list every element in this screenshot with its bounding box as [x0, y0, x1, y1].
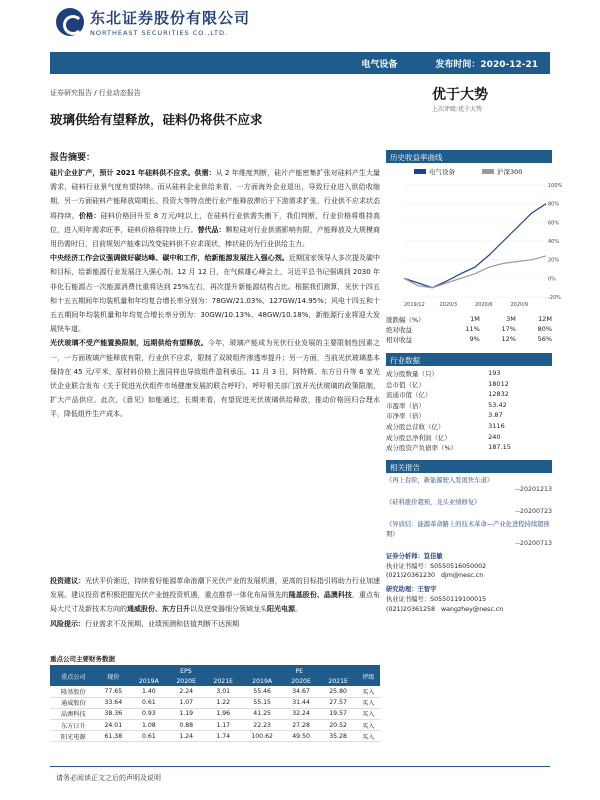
table-cell: 买入 — [357, 708, 380, 719]
table-cell: 34.67 — [283, 686, 320, 697]
table-cell: 61.38 — [97, 731, 130, 742]
th-price: 现价 — [97, 666, 130, 686]
basic-data-row — [386, 390, 552, 401]
basic-data-cell: 240 — [488, 432, 501, 441]
basic-data-cell: 3.87 — [488, 411, 503, 420]
return-chart — [386, 163, 563, 311]
para1-lead2: 供需： — [194, 169, 216, 177]
table-cell: 20.52 — [320, 720, 357, 731]
analyst-2 — [386, 585, 552, 614]
para1-text2: 硅料价格回升至 8 万元/吨以上，在硅料行业供需失衡下，我们判断，行业价格将维持高位，进入明年需求旺季，硅料价格将持续上行。 — [50, 211, 381, 234]
basic-data-cell: 市净率（倍） — [386, 412, 425, 421]
table-row — [50, 731, 380, 742]
legend-label: 沪深300 — [497, 168, 523, 176]
basic-data-list — [386, 369, 552, 454]
table-cell: 1.24 — [168, 731, 205, 742]
related-reports — [386, 476, 552, 547]
basic-data-cell: 193 — [488, 369, 501, 377]
paragraph-3 — [50, 336, 380, 421]
risk-lead: 风险提示： — [50, 619, 85, 628]
table-cell: 22.23 — [242, 720, 283, 731]
analyst2-email[interactable]: wangzhey@nesc.cn — [441, 605, 504, 613]
th-pe: PE — [242, 666, 357, 676]
para1-text3: 颗粒硅对行业供需影响有限，产能释放及大规模商用仍需时日，目前规划产能难以改变硅料供不应求现状，棒状硅仍为行业供给主力。 — [50, 225, 381, 249]
table-row — [50, 708, 380, 719]
y-tick-label: 60% — [548, 220, 560, 227]
investment-advice — [50, 574, 380, 617]
chart-section-title: 历史收益率曲线 — [386, 150, 552, 163]
table-cell: 55.46 — [242, 686, 283, 697]
y-tick-label: 80% — [548, 201, 560, 208]
table-cell: 买入 — [357, 731, 380, 742]
perf-header-row — [386, 315, 552, 325]
related-report-date: --20201213 — [515, 485, 552, 493]
table-cell: 0.88 — [168, 720, 205, 731]
table-cell: 买入 — [357, 686, 380, 697]
summary-heading: 报告摘要： — [50, 153, 96, 163]
x-tick-label: 2020/3 — [439, 302, 458, 308]
para3-lead: 光伏玻璃不受产能置换限制，远期供给有望释放。 — [50, 339, 208, 348]
table-cell: 0.93 — [130, 708, 168, 719]
th-eps: EPS — [130, 666, 242, 676]
basic-data-cell: 3116 — [488, 421, 505, 430]
y-tick-label: 100% — [548, 183, 563, 189]
investment-b3: 阳光电源 — [267, 605, 295, 614]
table-row — [50, 697, 380, 708]
y-tick-label: 0% — [548, 276, 556, 283]
table-cell: 41.25 — [242, 708, 283, 719]
basic-data-row — [386, 369, 552, 380]
table-cell: 1.07 — [168, 697, 205, 708]
para1-lead3: 价格： — [78, 211, 101, 220]
related-reports-title: 相关报告 — [386, 460, 552, 473]
investment-lead: 投资建议： — [50, 577, 86, 585]
analyst1-role: 证券分析师：笪佳敏 — [386, 552, 443, 560]
perf-row-absolute — [386, 325, 552, 335]
th-pe-2021: 2021E — [320, 676, 357, 686]
perf-cell: 17% — [501, 325, 516, 333]
basic-data-row — [386, 433, 552, 444]
analyst1-email[interactable]: djm@nesc.cn — [441, 572, 484, 580]
investment-t3: 以及逆变器细分领域龙头 — [190, 605, 267, 614]
investment-text: 光伏平价渐近，持续看好能源革命浪潮下光伏产业的发展机遇，更高的目标指引将助力行业加速发展。建议投资者积极把握光伏产业链投资机遇，重点推荐一体化布局领先的 — [50, 577, 380, 600]
footer-divider — [50, 766, 550, 767]
perf-cell: 绝对收益 — [386, 326, 412, 334]
table-cell: 2.24 — [168, 686, 205, 697]
investment-t2: ，重点布局大尺寸及新技术方向的 — [50, 591, 381, 614]
return-chart-svg — [386, 163, 563, 311]
para1-lead: 硅片企业扩产，预计 2021 年硅料供不应求。 — [50, 169, 195, 177]
table-cell: 1.17 — [205, 720, 242, 731]
table-row — [50, 720, 380, 731]
investment-b2: 通威股份、东方日升 — [127, 605, 190, 614]
legend-label: 电气设备 — [429, 168, 455, 176]
basic-data-cell: 总市值（亿） — [386, 380, 425, 389]
legend-swatch — [482, 169, 494, 174]
table-cell: 24.01 — [97, 720, 130, 731]
y-tick-label: 40% — [548, 239, 560, 245]
table-cell: 通威股份 — [50, 697, 97, 708]
footer-disclaimer: 请务必阅读正文之后的声明及说明 — [56, 774, 161, 782]
table-cell: 19.57 — [320, 708, 357, 719]
table-cell: 32.24 — [283, 708, 320, 719]
table-cell: 1.19 — [168, 708, 205, 719]
th-company: 重点公司 — [50, 666, 97, 686]
perf-h2: 3M — [506, 315, 516, 323]
analyst2-role: 研究助理：王智宇 — [386, 586, 437, 594]
table-cell: 1.40 — [130, 686, 168, 697]
table-cell: 0.61 — [130, 731, 168, 742]
basic-data-cell: 成分股数量（只） — [386, 370, 438, 378]
investment-t4: 。 — [295, 605, 302, 614]
th-pe-2019: 2019A — [242, 676, 283, 686]
table-cell: 1.96 — [205, 708, 242, 719]
table-cell: 1.08 — [130, 720, 168, 731]
report-title: 玻璃供给有望释放，硅料仍将供不应求 — [50, 112, 263, 127]
basic-data-cell: 187.15 — [488, 443, 511, 452]
company-logo — [56, 6, 250, 38]
table-cell: 38.36 — [97, 708, 130, 719]
analyst2-phone: (021)20361258 — [386, 605, 435, 613]
perf-row-relative — [386, 335, 552, 345]
analyst1-license: 执业证书编号：S0550516050002 — [386, 562, 487, 570]
table-cell: 100.62 — [242, 731, 283, 742]
logo-cn: 东北证券股份有限公司 — [90, 9, 251, 27]
th-pe-2020: 2020E — [283, 676, 320, 686]
perf-h3: 12M — [538, 315, 553, 323]
th-eps-2021: 2021E — [205, 676, 242, 686]
header-bar — [50, 52, 550, 74]
perf-h0: 涨跌幅（%） — [386, 316, 425, 324]
sector-label: 电气设备 — [361, 59, 398, 70]
breadcrumb: 证券研究报告 / 行业动态报告 — [50, 89, 141, 97]
basic-data-cell: 18012 — [488, 379, 509, 388]
related-report-link[interactable]: 《异质结：能源革命路上的技术革命—产业化进程持续超预期》 — [386, 520, 550, 538]
table-cell: 1.22 — [205, 697, 242, 708]
prev-rating: 上次评级:优于大势 — [432, 106, 483, 113]
table-cell: 1.74 — [205, 731, 242, 742]
table-cell: 晶澳科技 — [50, 708, 97, 719]
paragraph-2 — [50, 251, 380, 336]
perf-cell: 80% — [537, 325, 553, 333]
basic-data-row — [386, 443, 552, 454]
table-cell: 55.15 — [242, 697, 283, 708]
basic-data-cell: 成分股总净利润（亿） — [386, 433, 451, 442]
table-cell: 隆基股份 — [50, 686, 97, 697]
table-cell: 31.44 — [283, 697, 320, 708]
table-cell: 买入 — [357, 697, 380, 708]
y-tick-label: -20% — [548, 295, 561, 301]
table-cell: 0.61 — [130, 697, 168, 708]
basic-data-row — [386, 401, 552, 412]
para1-lead4: 替代品： — [197, 225, 226, 234]
paragraph-1 — [50, 166, 380, 251]
basic-data-cell: 53.42 — [488, 400, 507, 409]
table-cell: 25.80 — [320, 686, 357, 697]
table-cell: 3.01 — [205, 686, 242, 697]
basic-data-title: 行业数据 — [386, 353, 552, 366]
perf-cell: 9% — [469, 335, 480, 343]
perf-cell: 相对收益 — [386, 336, 412, 344]
table-cell: 买入 — [357, 720, 380, 731]
para1-text: 从 2 年维度判断，硅片产能密集扩张对硅料产生大量需求，硅料行业景气度有望持续。而从硅料企业供给来看，一方面海外企业退出，导致行业进入供给收缩期，另一方面硅料产能释放周期长、投资大等特点使行业产能释放滞后于下游需求扩张，行业供不应求状态将持续。 — [50, 169, 381, 220]
investment-section — [50, 574, 380, 631]
risk-text: 行业需求不及预期、业绩预测和估值判断不达预期 — [85, 619, 239, 628]
perf-cell: 56% — [537, 335, 553, 343]
para3-text: 今年，玻璃产能成为光伏行业发展的主要限制性因素之一，一方面玻璃产能释放有限，行业供不应求，限制了双玻组件渗透率提升；另一方面，当前光伏玻璃基本保持在 45 元/平米，原材料价格上涨同样也导致组件盈利承压。11 月 3 日，阿特斯、东方日升等 6 家光伏企业联合发布《关于促进光伏组件市场健康发展的联合呼吁》，呼吁相关部门放开光伏玻璃的政策限制，扩大产品供应。此次，《意见》如能通过，长期来看，有望促进光伏玻璃供给释放，推动价格回归合理水平，降低组件生产成本。 — [50, 339, 381, 419]
perf-cell: 11% — [465, 325, 480, 333]
th-eps-2020: 2020E — [168, 676, 205, 686]
th-eps-2019: 2019A — [130, 676, 168, 686]
basic-data-row — [386, 411, 552, 422]
x-tick-label: 2020/9 — [510, 302, 529, 308]
performance-table — [386, 315, 552, 345]
table-cell: 77.65 — [97, 686, 130, 697]
logo-mark-icon — [56, 8, 84, 36]
financial-table-section — [50, 654, 380, 742]
related-report-date: --20200713 — [515, 539, 552, 547]
series-line — [404, 204, 546, 288]
basic-data-row — [386, 380, 552, 391]
financial-table — [50, 666, 380, 742]
basic-data-cell: 成分股总营收（亿） — [386, 422, 445, 431]
table-cell: 27.57 — [320, 697, 357, 708]
th-rating: 评级 — [357, 666, 380, 686]
summary-body — [50, 166, 380, 422]
table-row — [50, 686, 380, 697]
analyst1-phone: (021)20361230 — [386, 572, 435, 580]
para2-lead: 中央经济工作会议强调做好碳达峰、碳中和工作，给新能源发展注入强心剂。 — [50, 254, 289, 263]
table-cell: 东方日升 — [50, 720, 97, 731]
related-report-date: --20200723 — [515, 507, 552, 515]
basic-data-cell: 流通市值（亿） — [386, 391, 432, 400]
basic-data-cell: 12832 — [488, 390, 509, 399]
para2-text: 近期国家领导人多次提及碳中和目标，给新能源行业发展注入强心剂。12 月 12 日，在气候雄心峰会上，习近平总书记强调到 2030 年非化石能源占一次能源消费比重将达到 25%左右，再次提升新能源结构占比。根据我们测算，光伏十四五和十五五期间年均装机量和年均复合增长率分别为：78GW/21.03%、127GW/14.95%；风电十四五和十五五期间年均装机量和年均复合增长率分别为：30GW/10.13%、48GW/10.18%，新能源行业将迎大发展快车道。 — [50, 254, 381, 334]
x-tick-label: 2019/12 — [404, 302, 425, 308]
x-tick-label: 2020/6 — [475, 302, 493, 308]
risk-warning — [50, 617, 380, 631]
related-report-link[interactable]: 《硅料涨价超预，龙头业绩修复》 — [386, 498, 481, 506]
analyst2-license: 执业证书编号：S0550119100015 — [386, 595, 487, 603]
investment-b1: 隆基股份、晶澳科技 — [288, 591, 352, 600]
table-cell: 27.28 — [283, 720, 320, 731]
y-tick-label: 20% — [548, 257, 560, 264]
perf-cell: 12% — [501, 335, 516, 343]
rating: 优于大势 — [432, 87, 488, 103]
analyst-1 — [386, 552, 552, 581]
perf-h1: 1M — [470, 315, 480, 323]
publish-date: 发布时间：2020-12-21 — [435, 59, 538, 70]
table-cell: 35.28 — [320, 731, 357, 742]
legend-swatch — [414, 169, 426, 174]
basic-data-cell: 市盈率（倍） — [386, 401, 425, 410]
table-cell: 阳光电源 — [50, 731, 97, 742]
logo-en: NORTHEAST SECURITIES CO.,LTD. — [90, 29, 229, 37]
related-report-link[interactable]: 《再上台阶，新能源驶入发展快车道》 — [386, 476, 494, 484]
series-line — [404, 256, 546, 288]
table-cell: 33.64 — [97, 697, 130, 708]
basic-data-cell: 成分股资产负债率（%） — [386, 444, 458, 453]
table-cell: 49.50 — [283, 731, 320, 742]
basic-data-row — [386, 422, 552, 433]
sidebar — [386, 150, 563, 615]
table-title: 重点公司主要财务数据 — [50, 654, 380, 666]
